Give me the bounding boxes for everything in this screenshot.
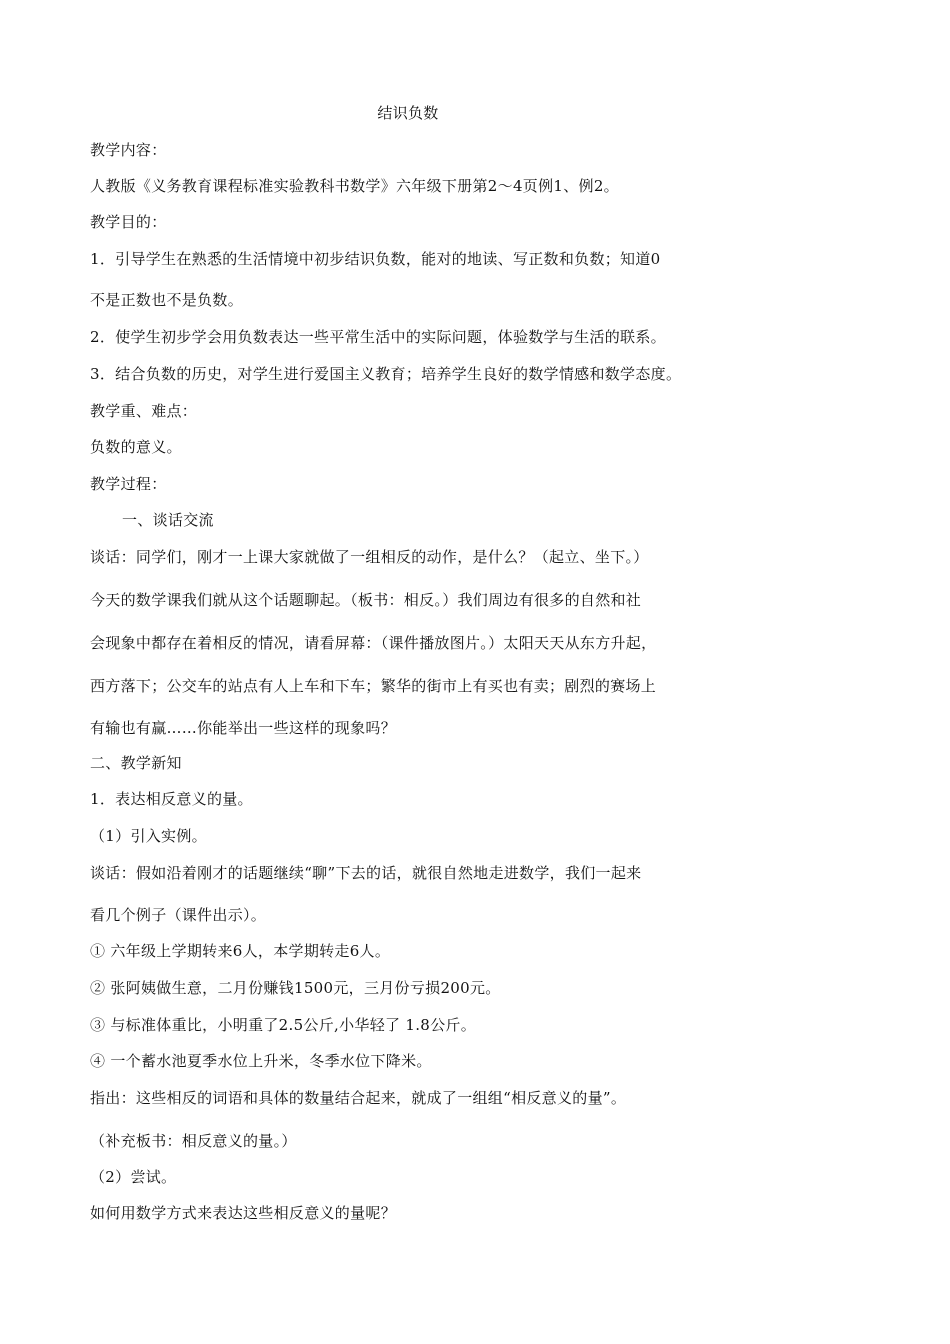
paragraph: 负数的意义。	[90, 438, 182, 456]
paragraph: 谈话：假如沿着刚才的话题继续“聊”下去的话，就很自然地走进数学，我们一起来	[90, 864, 642, 882]
list-item: ④ 一个蓄水池夏季水位上升米，冬季水位下降米。	[90, 1052, 432, 1070]
paragraph: 有输也有赢……你能举出一些这样的现象吗？	[90, 719, 397, 737]
paragraph: 西方落下；公交车的站点有人上车和下车；繁华的街市上有买也有卖；剧烈的赛场上	[90, 677, 657, 695]
section-heading-content: 教学内容：	[90, 141, 167, 159]
list-item: ③ 与标准体重比，小明重了2.5公斤,小华轻了 1.8公斤。	[90, 1016, 477, 1034]
paragraph: 人教版《义务教育课程标准实验教科书数学》六年级下册第2～4页例1、例2。	[90, 177, 619, 195]
paragraph: 1．表达相反意义的量。	[90, 790, 253, 808]
list-item: ① 六年级上学期转来6人，本学期转走6人。	[90, 942, 391, 960]
list-item-continuation: 不是正数也不是负数。	[90, 291, 244, 309]
subsection-heading: 一、谈话交流	[122, 511, 214, 529]
paragraph: 谈话：同学们，刚才一上课大家就做了一组相反的动作，是什么？（起立、坐下。）	[90, 548, 649, 566]
paragraph: （2）尝试。	[90, 1168, 177, 1186]
page-title: 结识负数	[377, 104, 439, 122]
section-heading-key-points: 教学重、难点：	[90, 402, 198, 420]
list-item: 2．使学生初步学会用负数表达一些平常生活中的实际问题，体验数学与生活的联系。	[90, 328, 666, 346]
section-heading-process: 教学过程：	[90, 475, 167, 493]
list-item: ② 张阿姨做生意，二月份赚钱1500元，三月份亏损200元。	[90, 979, 501, 997]
paragraph: （补充板书：相反意义的量。）	[90, 1132, 297, 1150]
subsection-heading: 二、教学新知	[90, 754, 182, 772]
list-item: 1．引导学生在熟悉的生活情境中初步结识负数，能对的地读、写正数和负数；知道0	[90, 250, 661, 268]
list-item: 3．结合负数的历史，对学生进行爱国主义教育；培养学生良好的数学情感和数学态度。	[90, 365, 682, 383]
paragraph: （1）引入实例。	[90, 827, 207, 845]
paragraph: 会现象中都存在着相反的情况，请看屏幕：（课件播放图片。）太阳天天从东方升起，	[90, 634, 657, 652]
paragraph: 指出：这些相反的词语和具体的数量结合起来，就成了一组组“相反意义的量”。	[90, 1089, 627, 1107]
paragraph: 看几个例子（课件出示）。	[90, 906, 267, 924]
section-heading-objectives: 教学目的：	[90, 213, 167, 231]
paragraph: 今天的数学课我们就从这个话题聊起。（板书：相反。）我们周边有很多的自然和社	[90, 591, 642, 609]
paragraph: 如何用数学方式来表达这些相反意义的量呢？	[90, 1204, 397, 1222]
